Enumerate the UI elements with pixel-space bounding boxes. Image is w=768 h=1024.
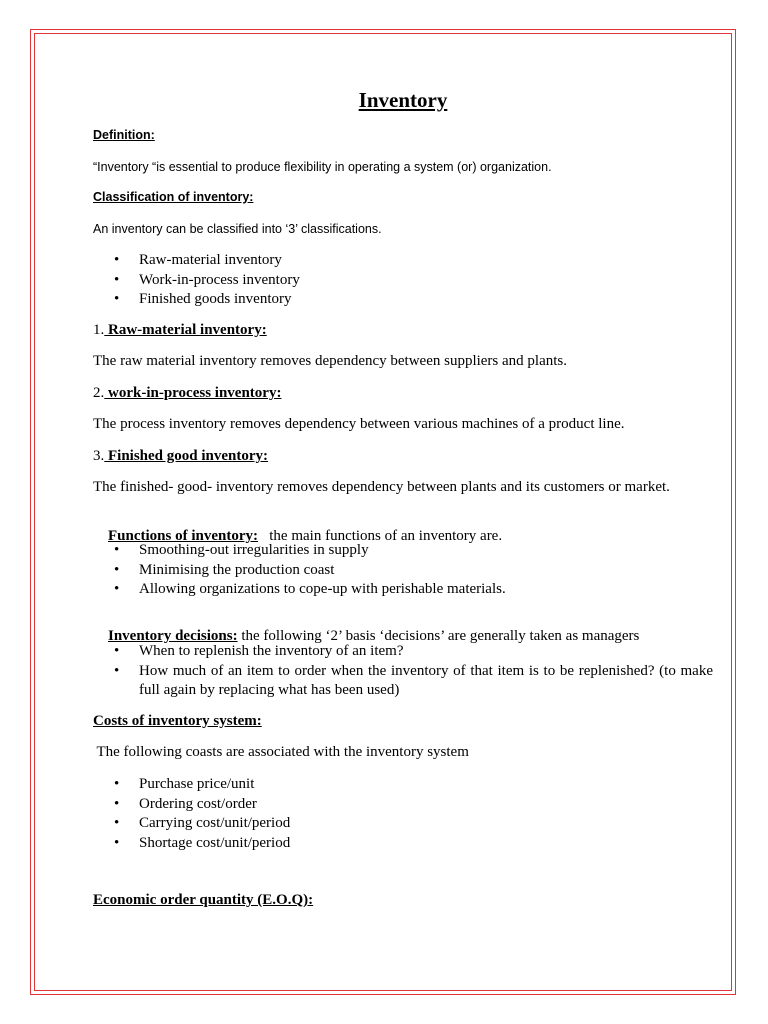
- decisions-list: [93, 642, 713, 701]
- definition-text: “Inventory “is essential to produce flexibility in operating a system (or) organization.: [93, 160, 552, 174]
- list-item: • Raw-material inventory: [93, 251, 713, 271]
- list-item: • Smoothing-out irregularities in supply: [93, 541, 713, 561]
- raw-material-heading: [93, 322, 267, 339]
- classification-list: [93, 251, 713, 310]
- list-item: • Finished goods inventory: [93, 290, 713, 310]
- classification-heading: Classification of inventory:: [93, 190, 254, 204]
- finished-text: The finished- good- inventory removes dependency between plants and its customers or market.: [93, 479, 670, 495]
- finished-heading: [93, 448, 268, 465]
- section-title: Raw-material inventory:: [104, 322, 267, 338]
- section-number: 1.: [93, 322, 105, 338]
- list-item: • Purchase price/unit: [93, 775, 713, 795]
- document-page: [93, 0, 713, 1024]
- functions-heading: Functions of inventory:: [108, 528, 258, 544]
- list-item: • How much of an item to order when the inventory of that item is to be replenished? (to make full again by replacing what has been used): [93, 662, 713, 701]
- costs-heading: Costs of inventory system:: [93, 713, 262, 729]
- section-number: 3.: [93, 448, 105, 464]
- list-item: • Work-in-process inventory: [93, 271, 713, 291]
- list-item: • Carrying cost/unit/period: [93, 814, 713, 834]
- functions-text: the main functions of an inventory are.: [258, 528, 503, 544]
- costs-text: The following coasts are associated with the inventory system: [93, 744, 469, 760]
- section-title: Finished good inventory:: [104, 448, 269, 464]
- decisions-text: the following ‘2’ basis ‘decisions’ are generally taken as managers: [237, 628, 640, 644]
- eoq-heading: Economic order quantity (E.O.Q):: [93, 892, 314, 908]
- document-title: Inventory: [358, 88, 448, 112]
- list-item: • Ordering cost/order: [93, 795, 713, 815]
- list-item: • Shortage cost/unit/period: [93, 834, 713, 854]
- costs-list: [93, 775, 713, 853]
- list-item: • Allowing organizations to cope-up with perishable materials.: [93, 580, 713, 600]
- functions-list: [93, 541, 713, 600]
- definition-heading: Definition:: [93, 128, 155, 142]
- list-item: • Minimising the production coast: [93, 561, 713, 581]
- raw-material-text: The raw material inventory removes dependency between suppliers and plants.: [93, 353, 568, 369]
- section-title: work-in-process inventory:: [104, 385, 282, 401]
- classification-intro: An inventory can be classified into ‘3’ classifications.: [93, 222, 382, 236]
- wip-text: The process inventory removes dependency between various machines of a product line.: [93, 416, 625, 432]
- wip-heading: [93, 385, 281, 402]
- list-item: • When to replenish the inventory of an item?: [93, 642, 713, 662]
- decisions-heading: Inventory decisions:: [108, 628, 238, 644]
- section-number: 2.: [93, 385, 105, 401]
